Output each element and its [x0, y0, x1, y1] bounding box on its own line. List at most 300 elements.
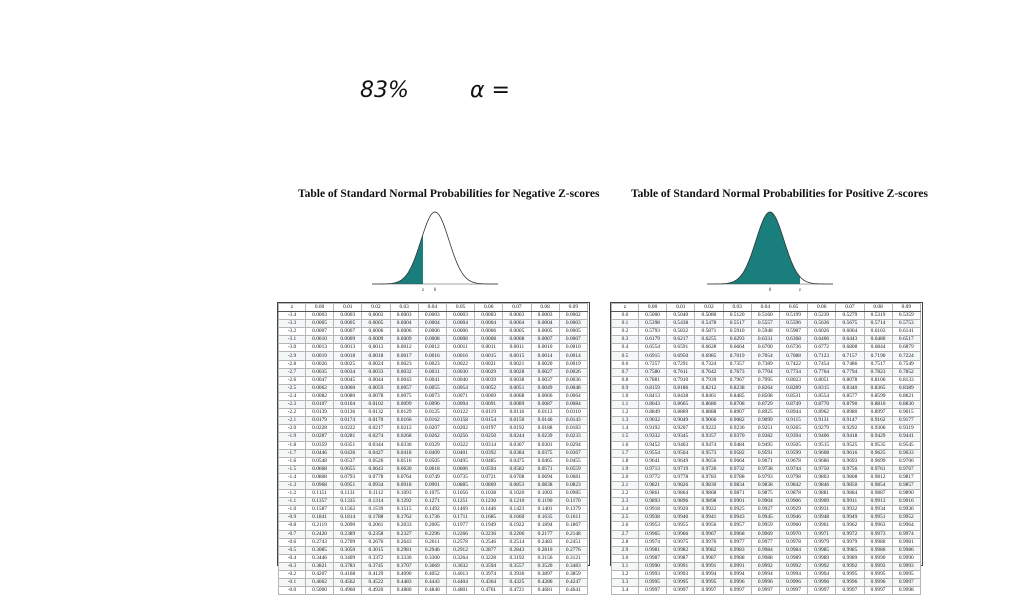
probability-cell: 0.9850	[836, 481, 864, 489]
z-value-cell: -0.1	[279, 579, 306, 587]
probability-cell: 0.9306	[864, 425, 892, 433]
column-header: 0.09	[559, 304, 587, 312]
probability-cell: 0.0008	[475, 336, 503, 344]
probability-cell: 0.0003	[531, 312, 559, 320]
probability-cell: 0.1814	[334, 514, 362, 522]
probability-cell: 0.0934	[362, 481, 390, 489]
probability-cell: 0.1867	[559, 522, 587, 530]
probability-cell: 0.9970	[779, 530, 807, 538]
z-value-cell: -0.3	[279, 562, 306, 570]
probability-cell: 0.9582	[723, 449, 751, 457]
table-row	[279, 417, 588, 425]
probability-cell: 0.9941	[695, 514, 723, 522]
probability-cell: 0.1131	[334, 490, 362, 498]
z-value-cell: 0.8	[612, 376, 639, 384]
probability-cell: 0.0005	[362, 320, 390, 328]
probability-cell: 0.4013	[446, 571, 474, 579]
probability-cell: 0.0102	[362, 401, 390, 409]
probability-cell: 0.9292	[836, 425, 864, 433]
probability-cell: 0.9965	[639, 530, 667, 538]
probability-cell: 0.7257	[639, 360, 667, 368]
probability-cell: 0.8849	[639, 409, 667, 417]
probability-cell: 0.0708	[503, 473, 531, 481]
probability-cell: 0.5438	[667, 320, 695, 328]
probability-cell: 0.0004	[418, 320, 446, 328]
probability-cell: 0.0694	[531, 473, 559, 481]
probability-cell: 0.6700	[751, 344, 779, 352]
probability-cell: 0.9964	[892, 522, 920, 530]
probability-cell: 0.0005	[306, 320, 334, 328]
probability-cell: 0.2296	[418, 530, 446, 538]
probability-cell: 0.9971	[808, 530, 836, 538]
probability-cell: 0.2451	[559, 538, 587, 546]
probability-cell: 0.0104	[334, 401, 362, 409]
probability-cell: 0.9452	[639, 441, 667, 449]
probability-cell: 0.9719	[667, 465, 695, 473]
table-row	[279, 425, 588, 433]
probability-cell: 0.3015	[362, 546, 390, 554]
probability-cell: 0.3669	[418, 562, 446, 570]
probability-cell: 0.7910	[667, 376, 695, 384]
probability-cell: 0.9898	[695, 498, 723, 506]
probability-cell: 0.1075	[418, 490, 446, 498]
probability-cell: 0.3228	[475, 554, 503, 562]
probability-cell: 0.9989	[808, 554, 836, 562]
probability-cell: 0.0158	[446, 417, 474, 425]
probability-cell: 0.1357	[306, 498, 334, 506]
left-normal-curve	[370, 206, 500, 292]
probability-cell: 0.0526	[362, 457, 390, 465]
probability-cell: 0.0054	[446, 384, 474, 392]
probability-cell: 0.9484	[723, 441, 751, 449]
probability-cell: 0.0951	[334, 481, 362, 489]
right-normal-curve	[705, 206, 835, 292]
table-row	[612, 425, 921, 433]
probability-cell: 0.0087	[531, 401, 559, 409]
probability-cell: 0.5675	[836, 320, 864, 328]
probability-cell: 0.9236	[723, 425, 751, 433]
table-row	[279, 352, 588, 360]
probability-cell: 0.4840	[418, 587, 446, 595]
table-row	[612, 538, 921, 546]
probability-cell: 0.4880	[390, 587, 418, 595]
probability-cell: 0.9992	[779, 562, 807, 570]
z-value-cell: 2.9	[612, 546, 639, 554]
probability-cell: 0.9808	[836, 473, 864, 481]
probability-cell: 0.0002	[559, 312, 587, 320]
z-value-cell: -1.3	[279, 481, 306, 489]
probability-cell: 0.0217	[362, 425, 390, 433]
column-header: 0.04	[751, 304, 779, 312]
probability-cell: 0.0003	[475, 312, 503, 320]
probability-cell: 0.9812	[864, 473, 892, 481]
probability-cell: 0.9772	[639, 473, 667, 481]
table-row	[612, 490, 921, 498]
probability-cell: 0.6255	[695, 336, 723, 344]
probability-cell: 0.8531	[779, 392, 807, 400]
probability-cell: 0.0329	[418, 441, 446, 449]
probability-cell: 0.0007	[531, 336, 559, 344]
probability-cell: 0.0749	[418, 473, 446, 481]
probability-cell: 0.1587	[306, 506, 334, 514]
probability-cell: 0.9265	[779, 425, 807, 433]
probability-cell: 0.7642	[695, 368, 723, 376]
probability-cell: 0.4960	[334, 587, 362, 595]
z-value-cell: -3.3	[279, 320, 306, 328]
probability-cell: 0.9382	[751, 433, 779, 441]
probability-cell: 0.5753	[892, 320, 920, 328]
probability-cell: 0.0239	[531, 433, 559, 441]
probability-cell: 0.1977	[446, 522, 474, 530]
probability-cell: 0.7580	[639, 368, 667, 376]
z-value-cell: -0.7	[279, 530, 306, 538]
probability-cell: 0.6591	[667, 344, 695, 352]
z-value-cell: 0.9	[612, 384, 639, 392]
probability-cell: 0.2119	[306, 522, 334, 530]
table-row	[279, 457, 588, 465]
probability-cell: 0.6293	[723, 336, 751, 344]
probability-cell: 0.0823	[559, 481, 587, 489]
probability-cell: 0.9394	[779, 433, 807, 441]
probability-cell: 0.4090	[390, 571, 418, 579]
column-header: 0.09	[892, 304, 920, 312]
probability-cell: 0.0008	[418, 336, 446, 344]
probability-cell: 0.0192	[503, 425, 531, 433]
z-value-cell: -2.5	[279, 384, 306, 392]
probability-cell: 0.8023	[779, 376, 807, 384]
probability-cell: 0.0094	[446, 401, 474, 409]
probability-cell: 0.9953	[639, 522, 667, 530]
probability-cell: 0.9948	[808, 514, 836, 522]
probability-cell: 0.1038	[475, 490, 503, 498]
z-value-cell: -2.0	[279, 425, 306, 433]
probability-cell: 0.9997	[751, 587, 779, 595]
probability-cell: 0.9441	[892, 433, 920, 441]
z-value-cell: 2.3	[612, 498, 639, 506]
probability-cell: 0.7995	[751, 376, 779, 384]
table-row	[612, 368, 921, 376]
probability-cell: 0.1170	[559, 498, 587, 506]
probability-cell: 0.0096	[418, 401, 446, 409]
probability-cell: 0.9977	[723, 538, 751, 546]
z-value-cell: 1.7	[612, 449, 639, 457]
probability-cell: 0.1539	[362, 506, 390, 514]
probability-cell: 0.9997	[808, 587, 836, 595]
probability-cell: 0.7357	[723, 360, 751, 368]
probability-cell: 0.8485	[723, 392, 751, 400]
left-z-table	[278, 303, 588, 595]
probability-cell: 0.9957	[723, 522, 751, 530]
z-value-cell: -1.0	[279, 506, 306, 514]
probability-cell: 0.1230	[475, 498, 503, 506]
probability-cell: 0.0003	[559, 320, 587, 328]
probability-cell: 0.9515	[808, 441, 836, 449]
probability-cell: 0.0268	[390, 433, 418, 441]
probability-cell: 0.2005	[418, 522, 446, 530]
probability-cell: 0.0244	[503, 433, 531, 441]
probability-cell: 0.0021	[503, 360, 531, 368]
probability-cell: 0.9871	[723, 490, 751, 498]
handwritten-alpha: α =	[470, 78, 510, 103]
probability-cell: 0.4681	[531, 587, 559, 595]
probability-cell: 0.0006	[446, 328, 474, 336]
probability-cell: 0.5910	[723, 328, 751, 336]
column-header: 0.06	[475, 304, 503, 312]
probability-cell: 0.9838	[751, 481, 779, 489]
probability-cell: 0.9332	[639, 433, 667, 441]
table-row	[612, 481, 921, 489]
probability-cell: 0.1056	[446, 490, 474, 498]
probability-cell: 0.9988	[751, 554, 779, 562]
probability-cell: 0.1949	[475, 522, 503, 530]
probability-cell: 0.9983	[723, 546, 751, 554]
probability-cell: 0.0071	[446, 392, 474, 400]
probability-cell: 0.2266	[446, 530, 474, 538]
probability-cell: 0.0010	[306, 336, 334, 344]
probability-cell: 0.9984	[779, 546, 807, 554]
z-value-cell: -1.6	[279, 457, 306, 465]
column-header: 0.08	[531, 304, 559, 312]
probability-cell: 0.9976	[695, 538, 723, 546]
probability-cell: 0.9992	[808, 562, 836, 570]
probability-cell: 0.0064	[559, 392, 587, 400]
probability-cell: 0.9996	[723, 579, 751, 587]
z-value-cell: -0.4	[279, 554, 306, 562]
probability-cell: 0.9554	[639, 449, 667, 457]
probability-cell: 0.0129	[390, 409, 418, 417]
z-value-cell: 2.8	[612, 538, 639, 546]
probability-cell: 0.6064	[836, 328, 864, 336]
probability-cell: 0.1711	[446, 514, 474, 522]
probability-cell: 0.1271	[418, 498, 446, 506]
probability-cell: 0.3783	[334, 562, 362, 570]
probability-cell: 0.5359	[892, 312, 920, 320]
probability-cell: 0.9993	[864, 562, 892, 570]
table-row	[279, 538, 588, 546]
probability-cell: 0.9995	[864, 571, 892, 579]
probability-cell: 0.8264	[751, 384, 779, 392]
probability-cell: 0.9535	[864, 441, 892, 449]
probability-cell: 0.9959	[751, 522, 779, 530]
probability-cell: 0.0018	[334, 352, 362, 360]
table-row	[612, 376, 921, 384]
probability-cell: 0.9995	[695, 579, 723, 587]
probability-cell: 0.6985	[695, 352, 723, 360]
probability-cell: 0.9991	[667, 562, 695, 570]
probability-cell: 0.4641	[559, 587, 587, 595]
probability-cell: 0.0107	[306, 401, 334, 409]
probability-cell: 0.9495	[751, 441, 779, 449]
probability-cell: 0.8340	[836, 384, 864, 392]
probability-cell: 0.2236	[475, 530, 503, 538]
probability-cell: 0.9931	[808, 506, 836, 514]
probability-cell: 0.0351	[334, 441, 362, 449]
probability-cell: 0.0436	[334, 449, 362, 457]
z-value-cell: -3.2	[279, 328, 306, 336]
table-row	[279, 312, 588, 320]
probability-cell: 0.0162	[418, 417, 446, 425]
probability-cell: 0.2389	[334, 530, 362, 538]
probability-cell: 0.9906	[779, 498, 807, 506]
probability-cell: 0.8830	[892, 401, 920, 409]
probability-cell: 0.9015	[892, 409, 920, 417]
probability-cell: 0.0075	[390, 392, 418, 400]
probability-cell: 0.6217	[667, 336, 695, 344]
probability-cell: 0.9564	[667, 449, 695, 457]
probability-cell: 0.2177	[531, 530, 559, 538]
probability-cell: 0.3372	[362, 554, 390, 562]
probability-cell: 0.9987	[695, 554, 723, 562]
table-row	[279, 433, 588, 441]
probability-cell: 0.6517	[892, 336, 920, 344]
probability-cell: 0.0035	[306, 368, 334, 376]
probability-cell: 0.2981	[390, 546, 418, 554]
table-row	[279, 441, 588, 449]
column-header: 0.04	[418, 304, 446, 312]
table-row	[612, 433, 921, 441]
probability-cell: 0.9251	[751, 425, 779, 433]
probability-cell: 0.0274	[362, 433, 390, 441]
probability-cell: 0.8925	[751, 409, 779, 417]
probability-cell: 0.1635	[531, 514, 559, 522]
z-value-cell: -1.2	[279, 490, 306, 498]
z-value-cell: 3.0	[612, 554, 639, 562]
table-row	[279, 401, 588, 409]
probability-cell: 0.9608	[808, 449, 836, 457]
probability-cell: 0.3707	[390, 562, 418, 570]
probability-cell: 0.0049	[531, 384, 559, 392]
probability-cell: 0.9854	[864, 481, 892, 489]
probability-cell: 0.1401	[531, 506, 559, 514]
probability-cell: 0.8621	[892, 392, 920, 400]
probability-cell: 0.7823	[864, 368, 892, 376]
probability-cell: 0.9162	[864, 417, 892, 425]
probability-cell: 0.0122	[446, 409, 474, 417]
probability-cell: 0.9997	[836, 587, 864, 595]
probability-cell: 0.9968	[723, 530, 751, 538]
z-value-cell: -3.1	[279, 336, 306, 344]
probability-cell: 0.4129	[362, 571, 390, 579]
column-header: 0.05	[779, 304, 807, 312]
probability-cell: 0.5948	[751, 328, 779, 336]
probability-cell: 0.0012	[418, 344, 446, 352]
probability-cell: 0.0401	[446, 449, 474, 457]
probability-cell: 0.3859	[559, 571, 587, 579]
z-value-cell: 3.1	[612, 562, 639, 570]
probability-cell: 0.1292	[390, 498, 418, 506]
probability-cell: 0.9994	[723, 571, 751, 579]
probability-cell: 0.0048	[559, 384, 587, 392]
probability-cell: 0.0016	[418, 352, 446, 360]
probability-cell: 0.0026	[306, 360, 334, 368]
probability-cell: 0.0139	[306, 409, 334, 417]
probability-cell: 0.9868	[695, 490, 723, 498]
probability-cell: 0.9996	[864, 579, 892, 587]
z-value-cell: -0.2	[279, 571, 306, 579]
probability-cell: 0.9821	[639, 481, 667, 489]
z-value-cell: -2.1	[279, 417, 306, 425]
table-row	[279, 344, 588, 352]
probability-cell: 0.9406	[808, 433, 836, 441]
probability-cell: 0.9918	[639, 506, 667, 514]
column-header: 0.06	[808, 304, 836, 312]
probability-cell: 0.0222	[334, 425, 362, 433]
z-value-cell: -1.1	[279, 498, 306, 506]
probability-cell: 0.0367	[559, 449, 587, 457]
table-row	[612, 352, 921, 360]
probability-cell: 0.9846	[808, 481, 836, 489]
probability-cell: 0.7794	[836, 368, 864, 376]
probability-cell: 0.2578	[446, 538, 474, 546]
probability-cell: 0.0003	[446, 312, 474, 320]
probability-cell: 0.9946	[779, 514, 807, 522]
probability-cell: 0.0018	[362, 352, 390, 360]
z-value-cell: -0.0	[279, 587, 306, 595]
probability-cell: 0.9884	[836, 490, 864, 498]
probability-cell: 0.7422	[779, 360, 807, 368]
probability-cell: 0.5199	[779, 312, 807, 320]
probability-cell: 0.0202	[446, 425, 474, 433]
probability-cell: 0.7157	[836, 352, 864, 360]
probability-cell: 0.0901	[418, 481, 446, 489]
probability-cell: 0.8106	[864, 376, 892, 384]
probability-cell: 0.9656	[695, 457, 723, 465]
table-row	[279, 336, 588, 344]
probability-cell: 0.9972	[836, 530, 864, 538]
z-value-cell: 2.4	[612, 506, 639, 514]
table-row	[612, 336, 921, 344]
probability-cell: 0.9896	[667, 498, 695, 506]
probability-cell: 0.9979	[808, 538, 836, 546]
table-row	[612, 554, 921, 562]
probability-cell: 0.1685	[475, 514, 503, 522]
probability-cell: 0.6554	[639, 344, 667, 352]
probability-cell: 0.0055	[418, 384, 446, 392]
probability-cell: 0.9817	[892, 473, 920, 481]
probability-cell: 0.9995	[639, 579, 667, 587]
probability-cell: 0.9474	[695, 441, 723, 449]
probability-cell: 0.8389	[892, 384, 920, 392]
probability-cell: 0.7054	[751, 352, 779, 360]
z-value-cell: -2.4	[279, 392, 306, 400]
probability-cell: 0.9997	[723, 587, 751, 595]
probability-cell: 0.0174	[334, 417, 362, 425]
probability-cell: 0.0465	[531, 457, 559, 465]
probability-cell: 0.5000	[306, 587, 334, 595]
probability-cell: 0.0033	[362, 368, 390, 376]
probability-cell: 0.9990	[864, 554, 892, 562]
probability-cell: 0.0007	[334, 328, 362, 336]
probability-cell: 0.0427	[362, 449, 390, 457]
z-value-cell: 1.1	[612, 401, 639, 409]
probability-cell: 0.2946	[418, 546, 446, 554]
probability-cell: 0.8315	[808, 384, 836, 392]
probability-cell: 0.8461	[695, 392, 723, 400]
z-value-cell: 0.6	[612, 360, 639, 368]
probability-cell: 0.0066	[531, 392, 559, 400]
probability-cell: 0.2033	[390, 522, 418, 530]
probability-cell: 0.6103	[864, 328, 892, 336]
probability-cell: 0.0630	[390, 465, 418, 473]
probability-cell: 0.0116	[503, 409, 531, 417]
probability-cell: 0.6331	[751, 336, 779, 344]
table-row	[612, 409, 921, 417]
probability-cell: 0.9857	[892, 481, 920, 489]
probability-cell: 0.9994	[808, 571, 836, 579]
probability-cell: 0.0022	[446, 360, 474, 368]
probability-cell: 0.0113	[531, 409, 559, 417]
probability-cell: 0.9911	[836, 498, 864, 506]
